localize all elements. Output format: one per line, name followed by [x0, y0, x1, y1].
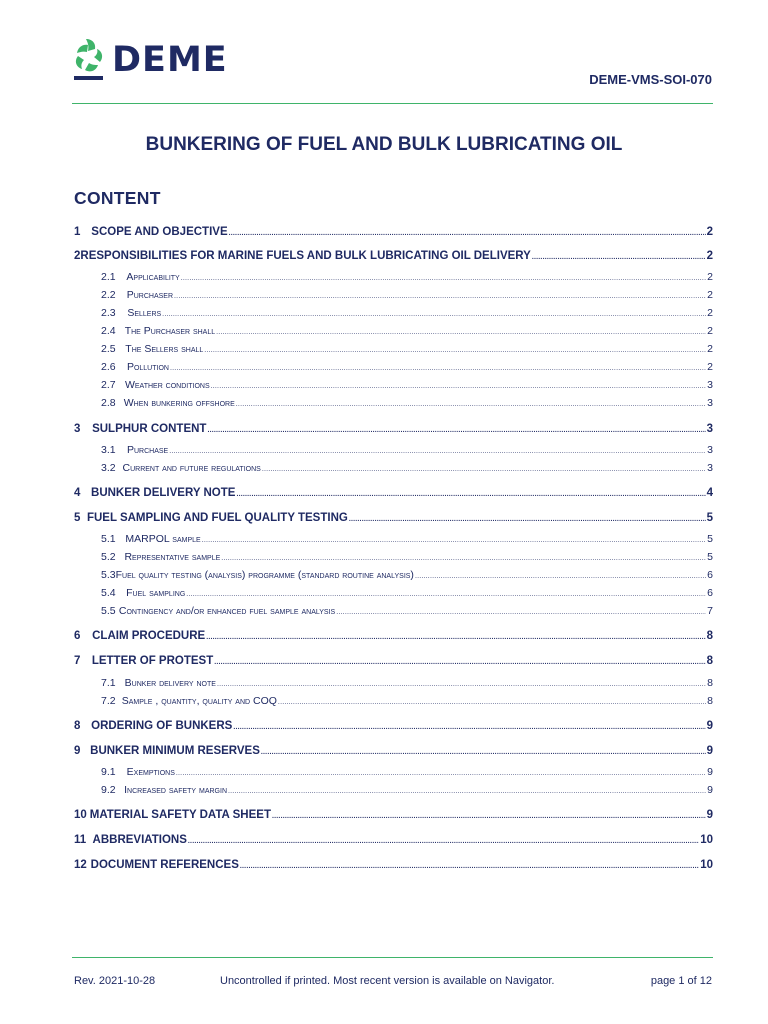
toc-entry-page: 3	[707, 379, 713, 391]
toc-entry[interactable]	[74, 289, 713, 301]
toc-dot-leader	[349, 516, 706, 523]
toc-entry-number: 2.6	[101, 361, 116, 373]
toc-entry-number: 7.2	[101, 695, 116, 707]
toc-entry-page: 10	[700, 859, 713, 871]
toc-entry-label: Representative sample	[124, 551, 221, 563]
toc-dot-leader	[532, 254, 706, 261]
toc-entry[interactable]	[74, 569, 713, 581]
toc-entry[interactable]	[74, 487, 713, 499]
toc-entry-page: 3	[707, 397, 713, 409]
toc-entry-page: 2	[707, 361, 713, 373]
toc-entry-page: 5	[707, 551, 713, 563]
toc-entry-page: 2	[707, 325, 713, 337]
toc-entry-number: 5.1	[101, 533, 116, 545]
toc-entry-label: Weather conditions	[124, 379, 210, 391]
toc-entry-page: 8	[707, 677, 713, 689]
document-title: BUNKERING OF FUEL AND BULK LUBRICATING OIL	[145, 134, 623, 155]
toc-entry-label: The Purchaser shall	[124, 325, 216, 337]
toc-entry[interactable]	[74, 809, 713, 821]
toc-entry-page: 3	[706, 423, 713, 435]
toc-entry-label: Fuel quality testing (analysis) programme (standard routine analysis)	[115, 569, 414, 581]
toc-entry-number: 2.7	[101, 379, 116, 391]
toc-dot-leader	[188, 838, 699, 845]
toc-dot-leader	[236, 491, 705, 498]
toc-entry-label: Sellers	[127, 307, 162, 319]
toc-entry-page: 2	[706, 250, 713, 262]
toc-entry-number: 9.2	[101, 784, 116, 796]
toc-entry[interactable]	[74, 834, 713, 846]
toc-dot-leader	[229, 230, 706, 237]
toc-entry[interactable]	[74, 512, 713, 524]
toc-entry-page: 5	[707, 533, 713, 545]
toc-dot-leader	[221, 555, 706, 562]
toc-entry-label: BUNKER DELIVERY NOTE	[91, 487, 236, 499]
toc-entry-number: 10	[74, 809, 87, 821]
toc-entry[interactable]	[74, 533, 713, 545]
toc-entry-label: Fuel sampling	[126, 587, 186, 599]
toc-dot-leader	[272, 813, 706, 820]
toc-dot-leader	[216, 329, 706, 336]
toc-entry-number: 5.5	[101, 605, 116, 617]
document-code: DEME-VMS-SOI-070	[589, 72, 712, 87]
toc-entry[interactable]	[74, 343, 713, 355]
toc-entry-number: 1	[74, 226, 81, 238]
toc-entry-number: 12	[74, 859, 87, 871]
toc-entry-page: 9	[706, 745, 713, 757]
toc-dot-leader	[211, 383, 707, 390]
toc-entry[interactable]	[74, 361, 713, 373]
toc-entry[interactable]	[74, 784, 713, 796]
toc-entry-page: 9	[707, 766, 713, 778]
toc-entry-number: 3.2	[101, 462, 116, 474]
footer-page-number: page 1 of 12	[650, 975, 712, 987]
content-heading: CONTENT	[74, 188, 161, 208]
toc-dot-leader	[176, 770, 706, 777]
toc-entry-label: ABBREVIATIONS	[92, 834, 187, 846]
toc-dot-leader	[236, 401, 706, 408]
toc-dot-leader	[240, 863, 699, 870]
toc-dot-leader	[261, 749, 706, 756]
toc-dot-leader	[415, 573, 706, 580]
deme-logo-icon	[72, 37, 106, 83]
toc-entry-page: 8	[707, 695, 713, 707]
toc-dot-leader	[233, 724, 705, 731]
toc-entry[interactable]	[74, 397, 713, 409]
toc-dot-leader	[336, 609, 706, 616]
toc-entry-label: SULPHUR CONTENT	[92, 423, 207, 435]
toc-entry[interactable]	[74, 695, 713, 707]
toc-entry-number: 9	[74, 745, 81, 757]
toc-entry-number: 7.1	[101, 677, 116, 689]
toc-entry-label: Applicability	[126, 271, 180, 283]
toc-entry[interactable]	[74, 423, 713, 435]
toc-entry-page: 5	[706, 512, 713, 524]
toc-entry-number: 4	[74, 487, 81, 499]
footer-divider	[72, 957, 713, 958]
toc-entry-label: MARPOL sample	[125, 533, 201, 545]
toc-entry-label: Current and future regulations	[122, 462, 261, 474]
toc-entry-number: 2.8	[101, 397, 116, 409]
toc-entry-page: 10	[700, 834, 713, 846]
toc-dot-leader	[214, 659, 705, 666]
toc-entry[interactable]	[74, 325, 713, 337]
toc-dot-leader	[206, 634, 705, 641]
toc-entry-label: FUEL SAMPLING AND FUEL QUALITY TESTING	[86, 512, 348, 524]
toc-entry[interactable]	[74, 444, 713, 456]
toc-entry[interactable]	[74, 720, 713, 732]
toc-entry[interactable]	[74, 271, 713, 283]
toc-entry-page: 2	[707, 307, 713, 319]
toc-entry-number: 2.3	[101, 307, 116, 319]
footer-revision: Rev. 2021-10-28	[74, 975, 156, 987]
toc-entry-label: The Sellers shall	[125, 343, 204, 355]
toc-entry-label: DOCUMENT REFERENCES	[90, 859, 239, 871]
toc-entry[interactable]	[74, 745, 713, 757]
toc-entry[interactable]	[74, 605, 713, 617]
toc-entry[interactable]	[74, 226, 713, 238]
toc-entry-page: 8	[706, 630, 713, 642]
toc-entry[interactable]	[74, 859, 713, 871]
toc-entry-page: 3	[707, 462, 713, 474]
toc-entry-label: Bunker delivery note	[124, 677, 216, 689]
toc-entry[interactable]	[74, 379, 713, 391]
toc-entry-page: 7	[707, 605, 713, 617]
toc-dot-leader	[228, 788, 706, 795]
toc-entry-number: 5	[74, 512, 81, 524]
toc-dot-leader	[217, 681, 706, 688]
toc-entry[interactable]	[74, 250, 713, 262]
toc-entry[interactable]	[74, 655, 713, 667]
toc-entry-label: Sample , quantity, quality and COQ	[121, 695, 277, 707]
toc-entry-number: 6	[74, 630, 81, 642]
toc-entry-page: 2	[707, 289, 713, 301]
toc-dot-leader	[207, 427, 705, 434]
toc-dot-leader	[169, 448, 706, 455]
toc-entry-page: 6	[707, 569, 713, 581]
toc-entry-label: ORDERING OF BUNKERS	[91, 720, 233, 732]
toc-entry[interactable]	[74, 630, 713, 642]
toc-dot-leader	[181, 275, 706, 282]
deme-logo	[72, 36, 228, 84]
toc-entry-page: 2	[707, 271, 713, 283]
toc-entry-page: 9	[706, 809, 713, 821]
toc-dot-leader	[174, 293, 706, 300]
toc-entry-label: Pollution	[126, 361, 169, 373]
toc-entry[interactable]	[74, 677, 713, 689]
toc-entry-label: Exemptions	[126, 766, 175, 778]
footer-notice: Uncontrolled if printed. Most recent version is available on Navigator.	[220, 975, 555, 987]
toc-entry-number: 8	[74, 720, 81, 732]
toc-dot-leader	[278, 699, 706, 706]
toc-entry[interactable]	[74, 307, 713, 319]
toc-entry[interactable]	[74, 551, 713, 563]
toc-entry-label: SCOPE AND OBJECTIVE	[91, 226, 228, 238]
toc-entry-label: Contingency and/or enhanced fuel sample analysis	[118, 605, 336, 617]
toc-entry-number: 7	[74, 655, 81, 667]
toc-entry-number: 2.4	[101, 325, 116, 337]
toc-entry-label: Purchaser	[126, 289, 174, 301]
logo-wordmark: DEME	[112, 39, 228, 80]
toc-entry-label: RESPONSIBILITIES FOR MARINE FUELS AND BULK LUBRICATING OIL DELIVERY	[80, 250, 531, 262]
toc-dot-leader	[262, 466, 706, 473]
toc-dot-leader	[186, 591, 706, 598]
toc-entry-number: 2.5	[101, 343, 116, 355]
toc-dot-leader	[162, 311, 706, 318]
toc-entry-label: MATERIAL SAFETY DATA SHEET	[89, 809, 271, 821]
toc-entry-label: LETTER OF PROTEST	[91, 655, 214, 667]
toc-entry-number: 3	[74, 423, 81, 435]
toc-dot-leader	[170, 365, 706, 372]
toc-dot-leader	[204, 347, 706, 354]
toc-entry-page: 8	[706, 655, 713, 667]
toc-entry-label: Purchase	[126, 444, 169, 456]
toc-entry-label: CLAIM PROCEDURE	[92, 630, 206, 642]
toc-entry-number: 9.1	[101, 766, 116, 778]
header-divider	[72, 103, 713, 104]
toc-entry[interactable]	[74, 462, 713, 474]
toc-entry-number: 11	[74, 834, 87, 846]
toc-entry-page: 9	[707, 784, 713, 796]
toc-entry-number: 5.2	[101, 551, 116, 563]
toc-entry-number: 3.1	[101, 444, 116, 456]
toc-entry-label: BUNKER MINIMUM RESERVES	[90, 745, 260, 757]
toc-entry-page: 9	[706, 720, 713, 732]
toc-entry-label: Increased safety margin	[124, 784, 228, 796]
toc-entry-number: 2	[74, 250, 81, 262]
toc-entry-number: 5.4	[101, 587, 116, 599]
toc-entry[interactable]	[74, 766, 713, 778]
toc-dot-leader	[202, 537, 706, 544]
toc-entry-number: 5.3	[101, 569, 116, 581]
toc-entry-page: 3	[707, 444, 713, 456]
toc-entry-page: 6	[707, 587, 713, 599]
toc-entry-number: 2.2	[101, 289, 116, 301]
toc-entry[interactable]	[74, 587, 713, 599]
toc-entry-label: When bunkering offshore	[123, 397, 235, 409]
toc-entry-number: 2.1	[101, 271, 116, 283]
toc-entry-page: 2	[707, 343, 713, 355]
toc-entry-page: 2	[706, 226, 713, 238]
toc-entry-page: 4	[706, 487, 713, 499]
